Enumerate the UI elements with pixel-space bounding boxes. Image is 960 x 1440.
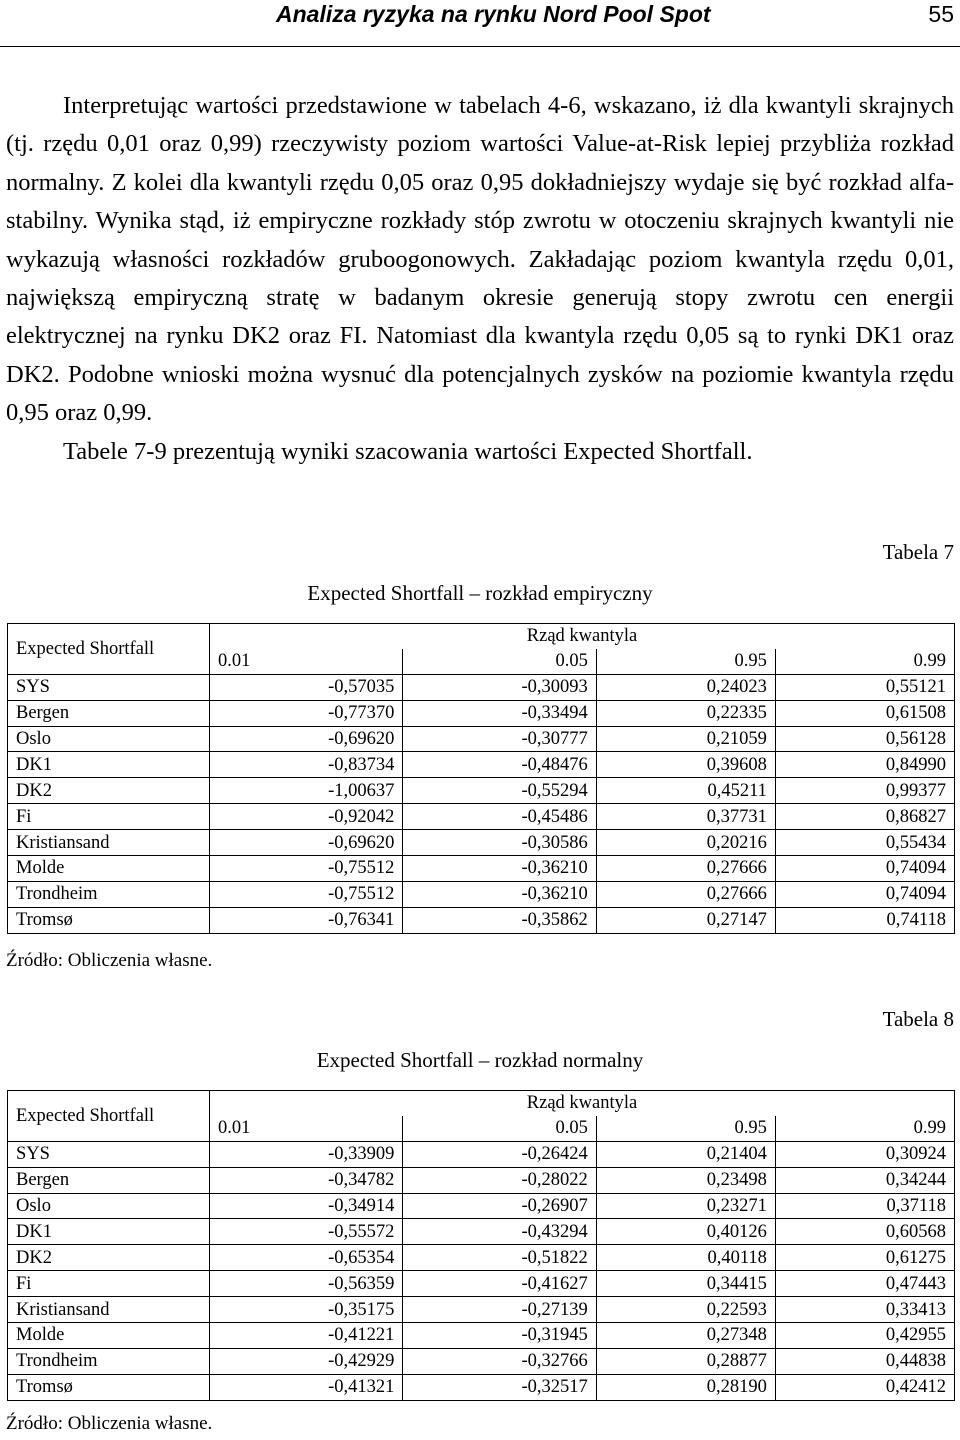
value-cell: 0,84990 [775, 752, 954, 778]
value-cell: -0,75512 [210, 856, 403, 882]
value-cell: -0,30777 [403, 726, 596, 752]
value-cell: 0,55434 [775, 830, 954, 856]
table-row [8, 1374, 955, 1400]
value-cell: 0,60568 [775, 1219, 954, 1245]
value-cell: 0,61275 [775, 1245, 954, 1271]
value-cell: 0,86827 [775, 804, 954, 830]
value-cell: 0,30924 [775, 1141, 954, 1167]
market-name: Oslo [8, 1193, 210, 1219]
value-cell: -0,36210 [403, 856, 596, 882]
value-cell: 0,34415 [596, 1271, 775, 1297]
value-cell: 0,39608 [596, 752, 775, 778]
value-cell: 0,74094 [775, 856, 954, 882]
value-cell: 0,20216 [596, 830, 775, 856]
table-8 [7, 1090, 955, 1401]
value-cell: -0,33909 [210, 1141, 403, 1167]
corner-header: Expected Shortfall [8, 624, 210, 675]
value-cell: 0,34244 [775, 1167, 954, 1193]
value-cell: 0,21059 [596, 726, 775, 752]
market-name: Bergen [8, 1167, 210, 1193]
table-8-source: Źródło: Obliczenia własne. [6, 1413, 213, 1434]
value-cell: -0,65354 [210, 1245, 403, 1271]
value-cell: 0,42412 [775, 1374, 954, 1400]
value-cell: 0,28190 [596, 1374, 775, 1400]
value-cell: 0,27147 [596, 907, 775, 933]
value-cell: -0,57035 [210, 674, 403, 700]
value-cell: -0,55294 [403, 778, 596, 804]
value-cell: 0,28877 [596, 1348, 775, 1374]
quantile-group-header: Rząd kwantyla [210, 1091, 955, 1116]
quantile-header: 0.05 [403, 1116, 596, 1141]
market-name: Fi [8, 1271, 210, 1297]
value-cell: -0,32517 [403, 1374, 596, 1400]
value-cell: -0,92042 [210, 804, 403, 830]
value-cell: 0,27666 [596, 856, 775, 882]
value-cell: 0,37118 [775, 1193, 954, 1219]
quantile-header: 0.01 [210, 1116, 403, 1141]
table-row [8, 830, 955, 856]
value-cell: -0,69620 [210, 830, 403, 856]
value-cell: -0,30586 [403, 830, 596, 856]
quantile-header: 0.95 [596, 1116, 775, 1141]
market-name: Trondheim [8, 1348, 210, 1374]
running-title: Analiza ryzyka na rynku Nord Pool Spot [276, 1, 711, 27]
value-cell: 0,44838 [775, 1348, 954, 1374]
value-cell: -0,34914 [210, 1193, 403, 1219]
value-cell: -0,35175 [210, 1297, 403, 1323]
market-name: DK1 [8, 752, 210, 778]
value-cell: -0,28022 [403, 1167, 596, 1193]
table-7-title: Expected Shortfall – rozkład empiryczny [307, 581, 653, 605]
value-cell: -0,77370 [210, 700, 403, 726]
value-cell: 0,27666 [596, 881, 775, 907]
value-cell: 0,37731 [596, 804, 775, 830]
market-name: Tromsø [8, 1374, 210, 1400]
value-cell: 0,56128 [775, 726, 954, 752]
value-cell: -0,26907 [403, 1193, 596, 1219]
quantile-header: 0.99 [775, 1116, 954, 1141]
value-cell: 0,47443 [775, 1271, 954, 1297]
quantile-header: 0.95 [596, 649, 775, 674]
quantile-header: 0.01 [210, 649, 403, 674]
page-header [0, 0, 960, 47]
table-7-label: Tabela 7 [882, 540, 954, 564]
value-cell: -0,26424 [403, 1141, 596, 1167]
table-row [8, 804, 955, 830]
body-text [6, 87, 954, 471]
table-row [8, 1193, 955, 1219]
value-cell: -0,56359 [210, 1271, 403, 1297]
value-cell: -0,45486 [403, 804, 596, 830]
quantile-header: 0.05 [403, 649, 596, 674]
market-name: Oslo [8, 726, 210, 752]
value-cell: -0,30093 [403, 674, 596, 700]
market-name: DK2 [8, 778, 210, 804]
table-row [8, 1219, 955, 1245]
value-cell: -0,42929 [210, 1348, 403, 1374]
market-name: DK2 [8, 1245, 210, 1271]
quantile-group-header: Rząd kwantyla [210, 624, 955, 649]
table-row [8, 778, 955, 804]
value-cell: 0,23498 [596, 1167, 775, 1193]
value-cell: -0,75512 [210, 881, 403, 907]
value-cell: -1,00637 [210, 778, 403, 804]
page-number: 55 [928, 1, 954, 27]
market-name: Molde [8, 856, 210, 882]
value-cell: 0,33413 [775, 1297, 954, 1323]
table-row [8, 1348, 955, 1374]
value-cell: -0,43294 [403, 1219, 596, 1245]
value-cell: -0,31945 [403, 1323, 596, 1349]
value-cell: -0,34782 [210, 1167, 403, 1193]
value-cell: -0,41221 [210, 1323, 403, 1349]
value-cell: 0,55121 [775, 674, 954, 700]
market-name: DK1 [8, 1219, 210, 1245]
value-cell: -0,51822 [403, 1245, 596, 1271]
value-cell: -0,33494 [403, 700, 596, 726]
market-name: Tromsø [8, 907, 210, 933]
value-cell: 0,40126 [596, 1219, 775, 1245]
table-row [8, 1141, 955, 1167]
table-row [8, 1271, 955, 1297]
table-row [8, 881, 955, 907]
corner-header: Expected Shortfall [8, 1091, 210, 1142]
value-cell: -0,83734 [210, 752, 403, 778]
market-name: SYS [8, 1141, 210, 1167]
market-name: Molde [8, 1323, 210, 1349]
value-cell: -0,76341 [210, 907, 403, 933]
table-row [8, 907, 955, 933]
value-cell: 0,99377 [775, 778, 954, 804]
value-cell: 0,21404 [596, 1141, 775, 1167]
table-row [8, 700, 955, 726]
value-cell: -0,48476 [403, 752, 596, 778]
table-8-label: Tabela 8 [882, 1007, 954, 1031]
value-cell: -0,27139 [403, 1297, 596, 1323]
table-8-title: Expected Shortfall – rozkład normalny [316, 1048, 644, 1072]
paragraph: Tabele 7-9 prezentują wyniki szacowania wartości Expected Shortfall. [63, 437, 753, 465]
table-row [8, 1297, 955, 1323]
table-row [8, 674, 955, 700]
value-cell: -0,35862 [403, 907, 596, 933]
table-row [8, 856, 955, 882]
value-cell: 0,45211 [596, 778, 775, 804]
table-row [8, 752, 955, 778]
value-cell: -0,69620 [210, 726, 403, 752]
market-name: Bergen [8, 700, 210, 726]
value-cell: 0,40118 [596, 1245, 775, 1271]
table-row [8, 1167, 955, 1193]
value-cell: -0,41321 [210, 1374, 403, 1400]
market-name: Kristiansand [8, 1297, 210, 1323]
value-cell: -0,55572 [210, 1219, 403, 1245]
value-cell: -0,41627 [403, 1271, 596, 1297]
value-cell: 0,23271 [596, 1193, 775, 1219]
market-name: SYS [8, 674, 210, 700]
value-cell: 0,42955 [775, 1323, 954, 1349]
value-cell: 0,74118 [775, 907, 954, 933]
value-cell: 0,74094 [775, 881, 954, 907]
market-name: Trondheim [8, 881, 210, 907]
quantile-header: 0.99 [775, 649, 954, 674]
value-cell: 0,22593 [596, 1297, 775, 1323]
market-name: Fi [8, 804, 210, 830]
table-row [8, 726, 955, 752]
value-cell: 0,27348 [596, 1323, 775, 1349]
table-row [8, 1323, 955, 1349]
value-cell: -0,32766 [403, 1348, 596, 1374]
value-cell: 0,61508 [775, 700, 954, 726]
market-name: Kristiansand [8, 830, 210, 856]
table-7 [7, 623, 955, 934]
table-row [8, 1245, 955, 1271]
table-7-source: Źródło: Obliczenia własne. [6, 950, 213, 971]
value-cell: 0,24023 [596, 674, 775, 700]
value-cell: 0,22335 [596, 700, 775, 726]
paragraph: Interpretując wartości przedstawione w tabelach 4-6, wskazano, iż dla kwantyli skrajnych (tj. rzędu 0,01 oraz 0,99) rzeczywisty poziom wartości Value-at-Risk lepiej przybliża rozkład normalny. Z kolei dla kwantyli rzędu 0,05 oraz 0,95 dokładniejszy wydaje się być rozkład alfa-stabilny. Wynika stąd, iż empiryczne rozkłady stóp zwrotu w otoczeniu skrajnych kwantyli nie wykazują własności rozkładów gruboogonowych. Zakładając poziom kwantyla rzędu 0,01, największą empiryczną stratę w badanym okresie generują stopy zwrotu cen energii elektrycznej na rynku DK2 oraz FI. Natomiast dla kwantyla rzędu 0,05 są to rynki DK1 oraz DK2. Podobne wnioski można wysnuć dla potencjalnych zysków na poziomie kwantyla rzędu 0,95 oraz 0,99. [6, 92, 954, 427]
value-cell: -0,36210 [403, 881, 596, 907]
